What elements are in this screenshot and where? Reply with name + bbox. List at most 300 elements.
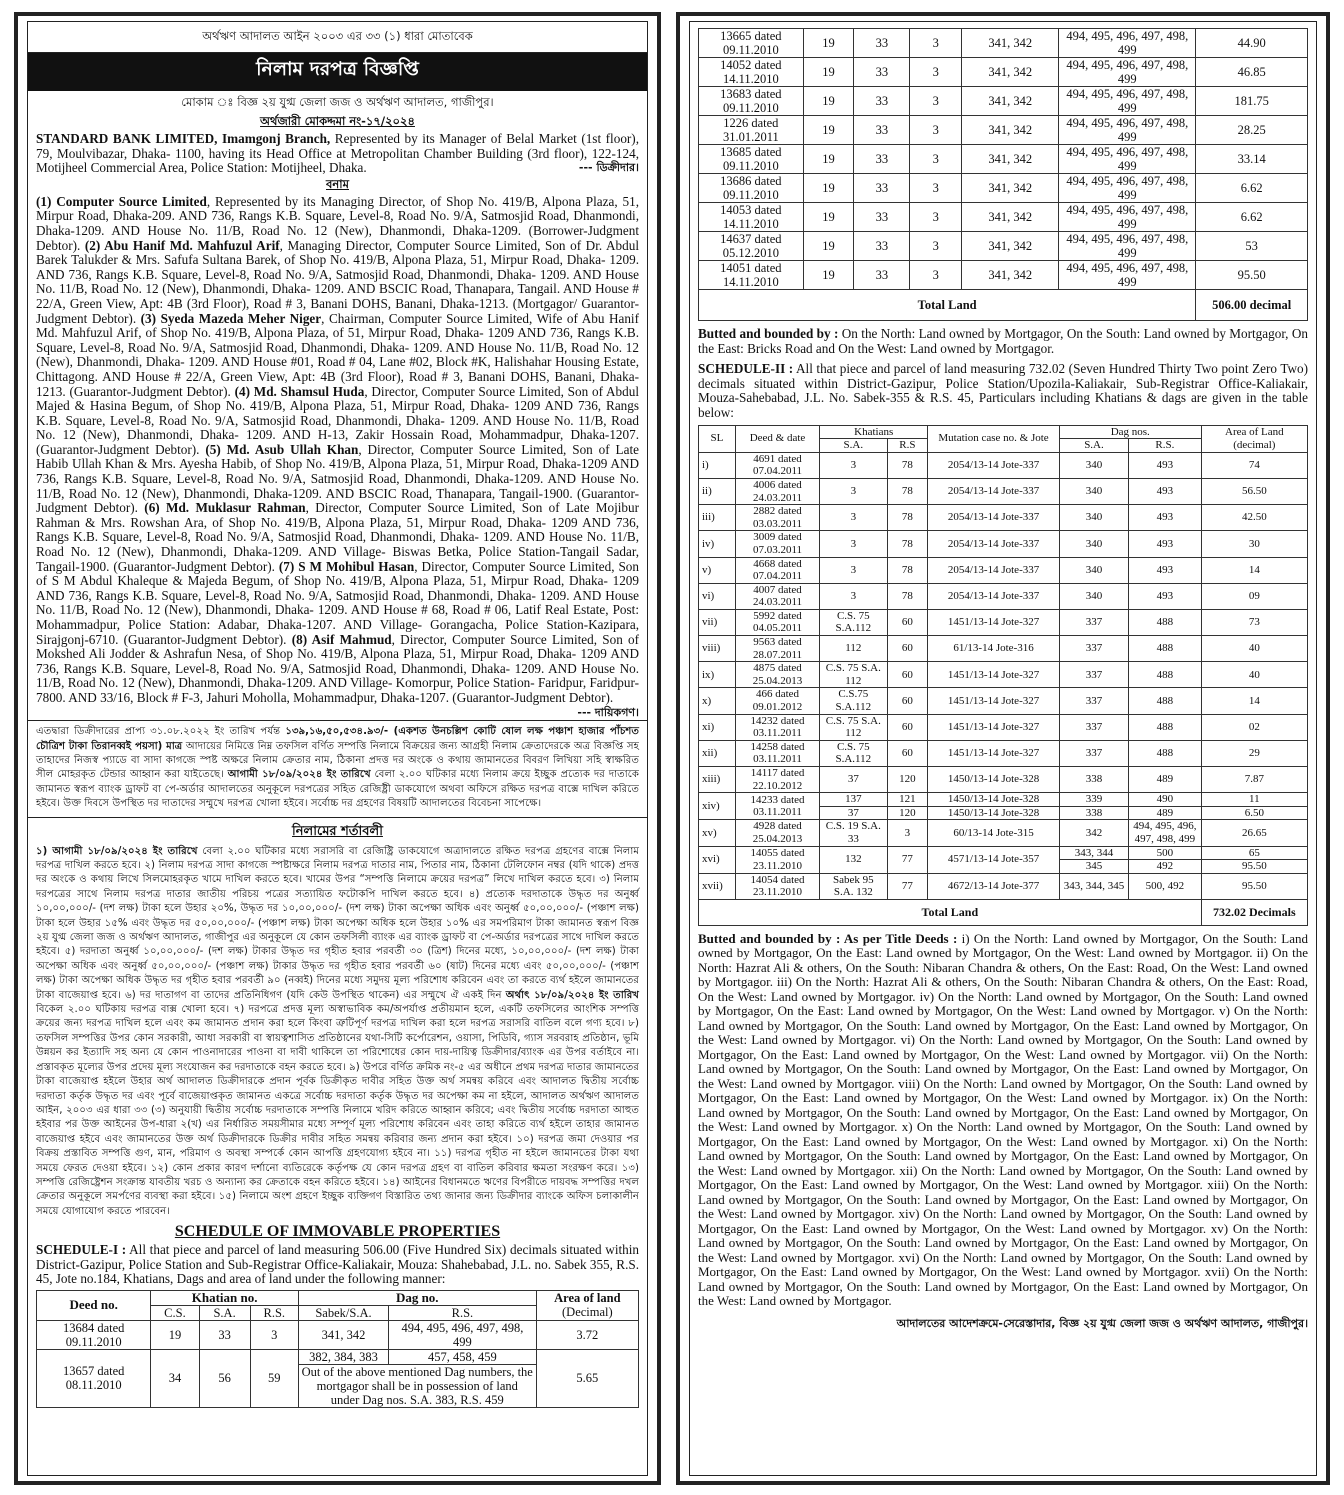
cell-sabek: 341, 342 bbox=[962, 29, 1059, 58]
cell-dag-sa: 340 bbox=[1059, 557, 1128, 583]
cell-deed: 466 dated 09.01.2012 bbox=[735, 688, 819, 714]
cell-area: 11 bbox=[1201, 793, 1307, 807]
table-row bbox=[37, 1349, 639, 1364]
total-label: Total Land bbox=[699, 899, 1202, 925]
col-mutation: Mutation case no. & Jote bbox=[928, 425, 1060, 452]
notice-text: এতদ্বারা ডিক্রীদারের প্রাপ্য ৩১.০৮.২০২২ ইং তারিখ পর্যন্ত bbox=[36, 726, 286, 738]
cell-sa: 33 bbox=[854, 174, 910, 203]
area-unit: (Decimal) bbox=[562, 1305, 613, 1320]
table-row bbox=[699, 873, 1308, 899]
court-order-signature: আদালতের আদেশক্রমে-সেরেস্তাদার, বিজ্ঞ ২য় যুগ্ম জেলা জজ ও অর্থঋণ আদালত, গাজীপুর। bbox=[896, 1316, 1308, 1330]
cell-rs: 121 bbox=[887, 793, 928, 807]
cell-area: 28.25 bbox=[1196, 116, 1308, 145]
cell-sl: xi) bbox=[699, 714, 736, 740]
cell-sl: vii) bbox=[699, 609, 736, 635]
cell-mutation: 2054/13-14 Jote-337 bbox=[928, 531, 1060, 557]
cell-area: 40 bbox=[1201, 662, 1307, 688]
cell-dag-sa: 342 bbox=[1059, 820, 1128, 846]
cell-deed: 14232 dated 03.11.2011 bbox=[735, 714, 819, 740]
cell-sa: C.S. 75 S.A.112 bbox=[820, 609, 887, 635]
cell-dag-rs: 493 bbox=[1129, 583, 1202, 609]
cell-area: 95.50 bbox=[1201, 873, 1307, 899]
col-sabek: Sabek/S.A. bbox=[298, 1305, 388, 1320]
cell-dag-sa: 337 bbox=[1059, 740, 1128, 766]
cell-sa: 56 bbox=[199, 1349, 250, 1407]
table-row bbox=[37, 1320, 639, 1349]
cell-sabek: 341, 342 bbox=[962, 58, 1059, 87]
cell-area: 6.62 bbox=[1196, 203, 1308, 232]
cell-sa: 33 bbox=[854, 261, 910, 290]
cell-cs: 19 bbox=[803, 145, 854, 174]
cell-mutation: 4672/13-14 Jote-377 bbox=[928, 873, 1060, 899]
cell-sa: C.S.75 S.A.112 bbox=[820, 688, 887, 714]
cell-mutation: 1451/13-14 Jote-327 bbox=[928, 609, 1060, 635]
cell-area: 73 bbox=[1201, 609, 1307, 635]
cell-mutation: 2054/13-14 Jote-337 bbox=[928, 583, 1060, 609]
table-row bbox=[699, 793, 1308, 807]
cell-area: 29 bbox=[1201, 740, 1307, 766]
cell-area: 95.50 bbox=[1201, 860, 1307, 874]
col-rs: R.S. bbox=[250, 1305, 298, 1320]
cell-rs: 60 bbox=[887, 740, 928, 766]
cell-sa: 3 bbox=[820, 583, 887, 609]
cell-deed: 14233 dated 03.11.2011 bbox=[735, 793, 819, 820]
schedule-1-text: All that piece and parcel of land measuring 506.00 (Five Hundred Six) decimals situated within District-Gazipur, Police Station and Sub-Registrar Office-Kaliakair, Mouza: Shahebabad, J.L. no. Sabek 355, R.S. 45, Jote no.184, Khatians, Dags and area of land under the following manner: bbox=[36, 1242, 639, 1287]
table-row bbox=[699, 636, 1308, 662]
cell-dag-rs: 494, 495, 496, 497, 498, 499 bbox=[1059, 174, 1196, 203]
cell-rs: 3 bbox=[910, 261, 962, 290]
cell-sa: 33 bbox=[854, 58, 910, 87]
cell-rs: 3 bbox=[910, 116, 962, 145]
schedule-2-text: All that piece and parcel of land measuring 732.02 (Seven Hundred Thirty Two point Zero Two) decimals situated within District-Gazipur, Police Station/Upozila-Kaliakair, Sub-Registrar Office-Kaliakair, Mouza-Sahebabad, J.L. No. Sabek-355 & R.S. 45, Particulars including Khatians & dags are given in the table below: bbox=[698, 361, 1308, 420]
cell-mutation: 61/13-14 Jote-316 bbox=[928, 636, 1060, 662]
cell-cs: 19 bbox=[803, 58, 854, 87]
cell-dag-sa: 339 bbox=[1059, 793, 1128, 807]
cell-sa: 33 bbox=[854, 203, 910, 232]
col-dag-nos: Dag nos. bbox=[1059, 425, 1201, 439]
cell-area: 14 bbox=[1201, 688, 1307, 714]
cell-sa: 3 bbox=[820, 505, 887, 531]
col-dag-rs: R.S. bbox=[1129, 439, 1202, 453]
cell-rs: 77 bbox=[887, 846, 928, 873]
cell-sabek: 341, 342 bbox=[962, 261, 1059, 290]
cell-sl: viii) bbox=[699, 636, 736, 662]
cell-dag-sa: 338 bbox=[1059, 806, 1128, 820]
total-row bbox=[699, 290, 1308, 321]
cell-dag-sa: 345 bbox=[1059, 860, 1128, 874]
cell-rs: 120 bbox=[887, 767, 928, 793]
cell-dag-sa: 337 bbox=[1059, 636, 1128, 662]
col-khatian-rs: R.S bbox=[887, 439, 928, 453]
versus-label: বনাম bbox=[326, 176, 349, 191]
table-row bbox=[699, 87, 1308, 116]
cell-sa: 33 bbox=[854, 29, 910, 58]
table-row bbox=[699, 29, 1308, 58]
col-khatians: Khatians bbox=[820, 425, 928, 439]
cell-deed: 14054 dated 23.11.2010 bbox=[735, 873, 819, 899]
cell-rs: 3 bbox=[910, 29, 962, 58]
schedule-2-table bbox=[698, 425, 1308, 926]
cell-mutation: 60/13-14 Jote-315 bbox=[928, 820, 1060, 846]
right-column-frame bbox=[689, 21, 1317, 1476]
cell-dag-sa: 337 bbox=[1059, 688, 1128, 714]
cell-deed: 13686 dated 09.11.2010 bbox=[699, 174, 804, 203]
cell-sl: xiv) bbox=[699, 793, 736, 820]
cell-sabek: 341, 342 bbox=[962, 116, 1059, 145]
cell-deed: 13685 dated 09.11.2010 bbox=[699, 145, 804, 174]
cell-dag-rs: 494, 495, 496, 497, 498, 499 bbox=[1059, 145, 1196, 174]
table-row bbox=[699, 478, 1308, 504]
cell-dag-rs: 488 bbox=[1129, 740, 1202, 766]
cell-mutation: 2054/13-14 Jote-337 bbox=[928, 478, 1060, 504]
cell-area: 65 bbox=[1201, 846, 1307, 860]
schedule-2-boundaries bbox=[698, 932, 1308, 1309]
cell-sl: v) bbox=[699, 557, 736, 583]
defendant-details: , Director, Computer Source Limited, Son of S M Abdul Khaleque & Majeda Begum, of Shop No. 419/B, Alpona Plaza, 51, Mirpur Road, Dhaka- 1209 AND 736, Rangs K.B. Square, Level-8, Road No. 9/A, Satmosjid Road, Dhanmondi, Dhaka- 1209. AND House No. 11/B, Road No. 12 (New), Dhanmondi, Dhaka- 1209. AND House # 68, Road # 06, Latif Real Estate, Post: Mohammadpur, Police Station: Adabar, Dhaka-1207. AND Village- Gorangacha, Police Station-Kazipara, Sirajgonj-6710. (Guarantor-Judgment Debtor). bbox=[36, 558, 639, 647]
cell-deed: 14117 dated 22.10.2012 bbox=[735, 767, 819, 793]
cell-dag-rs: 494, 495, 496, 497, 498, 499 bbox=[1059, 58, 1196, 87]
col-khatian-sa: S.A. bbox=[820, 439, 887, 453]
table-row bbox=[699, 714, 1308, 740]
cell-sl: x) bbox=[699, 688, 736, 714]
cell-sl: ii) bbox=[699, 478, 736, 504]
cell-dag-rs: 492 bbox=[1129, 860, 1202, 874]
defendant-details: , Director, Computer Source Limited, Son of Abdul Majed & Hasina Begum, of Shop No. 419/B, Alpona Plaza, 51, Mirpur Road, Dhaka- 1209 AND 736, Rangs K.B. Square, Level-8, Road No. 9/A, Satmosjid Road, Dhanmondi, Dhaka- 1209. AND House No. 11/B, Road No. 12 (New), Dhanmondi, Dhaka- 1209. AND H-13, Zakir Hossain Road, Mohammadpur, Dhaka-1207. (Guarantor-Judgment Debtor). bbox=[36, 383, 639, 457]
cell-rs: 78 bbox=[887, 583, 928, 609]
defendant-details: , Chairman, Computer Source Limited, Wife of Abu Hanif Md. Mahfuzul Arif, of Shop No. 419/B, Alpona Plaza, of 51, Mirpur Road, Dhaka- 1209 AND 736, Rangs K.B. Square, Level-8, Road No. 9/A, Satmosjid Road, Dhanmondi, Dhaka- 1209. AND House No. 11/B, Road No. 12 (New), Dhanmondi, Dhaka- 1209. AND House #01, Road # 04, Lane #02, Block #K, Halishahar Housing Estate, Chittagong. AND House # 22/A, Green View, Apt: 4B (3rd Floor), Road # 3, Banani DOHS, Banani, Dhaka-1213. (Guarantor-Judgment Debtor). bbox=[36, 310, 639, 399]
cell-sl: vi) bbox=[699, 583, 736, 609]
defendant-name: (7) S M Mohibul Hasan bbox=[278, 558, 415, 574]
cell-rs: 78 bbox=[887, 505, 928, 531]
cell-deed: 13657 dated 08.11.2010 bbox=[37, 1349, 151, 1407]
defendant-name: (3) Syeda Mazeda Meher Niger bbox=[140, 310, 322, 326]
cell-sl: ix) bbox=[699, 662, 736, 688]
cell-sa: 33 bbox=[199, 1320, 250, 1349]
col-deed: Deed no. bbox=[37, 1290, 151, 1320]
total-value: 732.02 Decimals bbox=[1201, 899, 1307, 925]
boundaries-text: i) On the North: Land owned by Mortgagor, On the South: Land owned by Mortgagor, On the East: Land owned by Mortgagor, On the West: Land owned by Mortgagor. ii) On the North: Hazrat Ali & others, On the South: Nibaran Chandra & others, On the East: Road, On the West: Land owned by Mortgagor. iii) On the North: Hazrat Ali & others, On the South: Nibaran Chandra & others, On the East: Road, On the West: Land owned by Mortgagor. iv) On the North: Land owned by Mortgagor, On the South: Land owned by Mortgagor, On the East: Land owned by Mortgagor, On the West: Land owned by Mortgagor. v) On the North: Land owned by Mortgagor, On the South: Land owned by Mortgagor, On the East: Land owned by Mortgagor, On the West: Land owned by Mortgagor. vi) On the North: Land owned by Mortgagor, On the South: Land owned by Mortgagor, On the East: Land owned by Mortgagor, On the West: Land owned by Mortgagor. vii) On the North: Land owned by Mortgagor, On the South: Land owned by Mortgagor, On the East: Land owned by Mortgagor, On the West: Land owned by Mortgagor. viii) On the North: Land owned by Mortgagor, On the South: Land owned by Mortgagor, On the East: Land owned by Mortgagor, On the West: Land owned by Mortgagor. ix) On the North: Land owned by Mortgagor, On the South: Land owned by Mortgagor, On the East: Land owned by Mortgagor, On the West: Land owned by Mortgagor. x) On the North: Land owned by Mortgagor, On the South: Land owned by Mortgagor, On the East: Land owned by Mortgagor, On the West: Land owned by Mortgagor. xi) On the North: Land owned by Mortgagor, On the South: Land owned by Mortgagor, On the East: Land owned by Mortgagor, On the West: Land owned by Mortgagor. xii) On the North: Land owned by Mortgagor, On the South: Land owned by Mortgagor, On the East: Land owned by Mortgagor, On the West: Land owned by Mortgagor. xiii) On the North: Land owned by Mortgagor, On the South: Land owned by Mortgagor, On the East: Land owned by Mortgagor, On the West: Land owned by Mortgagor. xiv) On the North: Land owned by Mortgagor, On the South: Land owned by Mortgagor, On the East: Land owned by Mortgagor, On the West: Land owned by Mortgagor. xv) On the North: Land owned by Mortgagor, On the South: Land owned by Mortgagor, On the East: Land owned by Mortgagor, On the West: Land owned by Mortgagor. xvi) On the North: Land owned by Mortgagor, On the South: Land owned by Mortgagor, On the East: Land owned by Mortgagor, On the West: Land owned by Mortgagor. xvii) On the North: Land owned by Mortgagor, On the South: Land owned by Mortgagor, On the East: Land owned by Mortgagor, On the West: Land owned by Mortgagor. bbox=[698, 930, 1308, 1309]
table-row bbox=[699, 505, 1308, 531]
cell-rs: 120 bbox=[887, 806, 928, 820]
cell-dag-rs: 494, 495, 496, 497, 498, 499 bbox=[1059, 261, 1196, 290]
cell-area: 56.50 bbox=[1201, 478, 1307, 504]
cell-mutation: 4571/13-14 Jote-357 bbox=[928, 846, 1060, 873]
table-row bbox=[699, 740, 1308, 766]
cell-deed: 4668 dated 07.04.2011 bbox=[735, 557, 819, 583]
total-label: Total Land bbox=[699, 290, 1196, 321]
cell-sa: C.S. 75 S.A.112 bbox=[820, 740, 887, 766]
notice-text: আদায়ের নিমিত্তে নিম্ন তফসিল বর্ণিত সম্পত্তি নিলামে বিক্রয়ের জন্য আগ্রহী নিলাম ক্রেতাদেরকে অত্র বিজ্ঞপ্তি সহ তাহাদের নিজস্ব প্যাডে বা সাদা কাগজে স্পষ্ট অক্ষরে নিলাম ক্রেতার নাম, ঠিকানা প্রদত্ত দর অংকে ও কথায় জামানতের বিবরণ লিখিয়া সহি স্বাক্ষরিত সীল মোহরকৃত টেন্ডার আহ্বান করা যাইতেছে। bbox=[36, 740, 639, 781]
schedule-1-table bbox=[36, 1290, 639, 1408]
cell-cs: 19 bbox=[803, 232, 854, 261]
cell-cs: 19 bbox=[803, 261, 854, 290]
cell-mutation: 2054/13-14 Jote-337 bbox=[928, 557, 1060, 583]
defendants-role: --- দায়িকগণ। bbox=[577, 705, 639, 719]
cell-deed: 13684 dated 09.11.2010 bbox=[37, 1320, 151, 1349]
cell-rs: 60 bbox=[887, 714, 928, 740]
cell-area: 26.65 bbox=[1201, 820, 1307, 846]
cell-rs: 3 bbox=[250, 1320, 298, 1349]
cell-dag-rs: 494, 495, 496, 497, 498, 499 bbox=[1129, 820, 1202, 846]
cell-cs: 19 bbox=[803, 116, 854, 145]
table-row bbox=[699, 609, 1308, 635]
cell-area: 6.50 bbox=[1201, 806, 1307, 820]
cell-dag-sa: 337 bbox=[1059, 609, 1128, 635]
cell-sa: C.S. 75 S.A. 112 bbox=[820, 714, 887, 740]
table-row bbox=[699, 232, 1308, 261]
cell-rs: 78 bbox=[887, 452, 928, 478]
defendant-details: , Represented by its Managing Director, of Shop No. 419/B, Alpona Plaza, 51, Mirpur Road, Dhaka-209. AND 736, Rangs K.B. Square, Level-8, Road No. 9/A, Satmosjid Road, Dhanmondi, Dhaka-1209. AND House No. 11/B, Road No. 12 (New), Dhanmondi, Dhaka-1209. (Borrower-Judgment Debtor). bbox=[36, 193, 639, 253]
cell-deed: 14258 dated 03.11.2011 bbox=[735, 740, 819, 766]
cell-sabek: 341, 342 bbox=[962, 232, 1059, 261]
cell-rs: 3 bbox=[910, 203, 962, 232]
terms-text: বেলা ২.০০ ঘটিকার মধ্যে সরাসরি বা রেজিষ্ট্রি ডাকযোগে অত্রাদালতে রক্ষিত দরপত্র গ্রহণের বাক্সে নিলাম দরপত্র দাখিল করতে হবে। ২) নিলাম দরপত্র সাদা কাগজে স্পষ্টাক্ষরে নিলাম দরপত্র দাতার নাম, পিতার নাম, ঠিকানা টেলিফোন নম্বর (যদি থাকে) প্রদত্ত দর অংকে ও কথায় লিখে সিলমোহরকৃত খামে দাখিল করতে হবে। খামের উপর “সম্পত্তি নিলামে ক্রয়ের দরপত্র” লিখে দাখিল করতে হবে। ৩) নিলাম দরপত্রের সাথে নিলাম দরপত্র দাতার জাতীয় পরিচয় পত্রের সত্যায়িত ফটোকপি দাখিল করতে হবে। ৪) প্রত্যেক দরদাতাকে উদ্ধৃত দর অনুর্ধ্ব ১০,০০,০০০/- (দশ লক্ষ) টাকা হলে উহার ২০%, উদ্ধৃত দর ১০,০০,০০০/- (দশ লক্ষ) টাকা অপেক্ষা অধিক এবং অনুর্ধ্ব ৫০,০০,০০০/- (পঞ্চাশ লক্ষ) টাকা হলে উহার ১৫% এবং উদ্ধৃত দর ৫০,০০,০০০/- (পঞ্চাশ লক্ষ) টাকা অপেক্ষা অধিক হলে উহার ১০% এর সমপরিমাণ টাকা জামানত স্বরূপ বিজ্ঞ ২য় যুগ্ম জেলা জজ ও অর্থঋণ আদালত, গাজীপুর এর অনুকূলে যে কোন তফসিলী ব্যাংক এর ব্যাংক ড্রাফট বা পে-অর্ডার দরপত্রের সাথে দাখিল করতে হইবে। ৫) দরদাতা অনুর্ধ্ব ১০,০০,০০০/- (দশ লক্ষ) টাকার উদ্ধৃত দর গৃহীত হবার পরবর্তী ৩০ (ত্রিশ) দিনের মধ্যে, ১০,০০,০০০/- (দশ লক্ষ) টাকা অপেক্ষা অধিক এবং অনুর্ধ্ব ৫০,০০,০০০/- (পঞ্চাশ লক্ষ) টাকার উদ্ধৃত দর গৃহীত হবার পরবর্তী ৬০ (ষাট) দিনের মধ্যে এবং ৫০,০০,০০০/- (পঞ্চাশ লক্ষ) টাকা অপেক্ষা অধিক উদ্ধৃত দর গৃহীত হবার পরবর্তী ৯০ (নব্বই) দিনের মধ্যে সমুদয় মূল্য পরিশোধ করিবেন এবং তা করতে ব্যর্থ হইলে জামানতের টাকা বাজেয়াপ্ত হবে। ৬) দর দাতাগণ বা তাদের প্রতিনিধিগণ (যদি কেউ উপস্থিত থাকেন) এর সম্মুখে ঐ একই দিন bbox=[36, 845, 639, 1001]
cell-mutation: 1451/13-14 Jote-327 bbox=[928, 740, 1060, 766]
cell-sa: C.S. 75 S.A. 112 bbox=[820, 662, 887, 688]
cell-deed: 4928 dated 25.04.2013 bbox=[735, 820, 819, 846]
cell-sa: 132 bbox=[820, 846, 887, 873]
defendant-name: (5) Md. Asub Ullah Khan bbox=[205, 441, 359, 457]
cell-deed: 14053 dated 14.11.2010 bbox=[699, 203, 804, 232]
auction-notice-paragraph bbox=[36, 725, 639, 811]
schedule-heading: SCHEDULE OF IMMOVABLE PROPERTIES bbox=[174, 1223, 501, 1241]
cell-dag-rs: 457, 458, 459 bbox=[389, 1349, 537, 1364]
cell-area: 7.87 bbox=[1201, 767, 1307, 793]
cell-sl: xvi) bbox=[699, 846, 736, 873]
schedule-1-boundaries bbox=[698, 327, 1308, 356]
cell-mutation: 1450/13-14 Jote-328 bbox=[928, 806, 1060, 820]
cell-deed: 14051 dated 14.11.2010 bbox=[699, 261, 804, 290]
terms-paragraph bbox=[36, 845, 639, 1220]
cell-sa: 37 bbox=[820, 767, 887, 793]
cell-dag-sa: 340 bbox=[1059, 505, 1128, 531]
cell-deed: 1226 dated 31.01.2011 bbox=[699, 116, 804, 145]
cell-deed: 4007 dated 24.03.2011 bbox=[735, 583, 819, 609]
cell-area: 09 bbox=[1201, 583, 1307, 609]
defendant-name: (2) Abu Hanif Md. Mahfuzul Arif bbox=[84, 237, 280, 253]
boundaries-text: On the North: Land owned by Mortgagor, On the South: Land owned by Mortgagor, On the East: Bricks Road and On the West: Land owned by Mortgagor. bbox=[698, 326, 1308, 356]
cell-dag-rs: 488 bbox=[1129, 609, 1202, 635]
cell-sa: Sabek 95 S.A. 132 bbox=[820, 873, 887, 899]
table-row bbox=[699, 145, 1308, 174]
cell-area: 5.65 bbox=[536, 1349, 638, 1407]
table-row bbox=[699, 261, 1308, 290]
cell-dag-rs: 493 bbox=[1129, 557, 1202, 583]
cell-dag-sa: 337 bbox=[1059, 714, 1128, 740]
cell-sl: iii) bbox=[699, 505, 736, 531]
cell-rs: 3 bbox=[887, 820, 928, 846]
cell-area: 74 bbox=[1201, 452, 1307, 478]
cell-rs: 3 bbox=[910, 58, 962, 87]
cell-rs: 60 bbox=[887, 688, 928, 714]
cell-dag-rs: 494, 495, 496, 497, 498, 499 bbox=[389, 1320, 537, 1349]
table-row bbox=[699, 767, 1308, 793]
defendant-details: , Director, Computer Source Limited, Son of Late Habib Ullah Khan & Mrs. Ayesha Habib, of Shop No. 419/B, Alpona Plaza, 51, Mirpur Road, Dhaka-1209 AND 736, Rangs K.B. Square, Level-8, Road No. 9/A, Satmosjid Road, Dhanmondi, Dhaka-1209. AND House No. 11/B, Road No. 12 (New), Dhanmondi, Dhaka-1209. AND BSCIC Road, Thanapara, Tangail-1900. (Guarantor-Judgment Debtor). bbox=[36, 441, 639, 516]
cell-mutation: 1451/13-14 Jote-327 bbox=[928, 662, 1060, 688]
cell-sl: xiii) bbox=[699, 767, 736, 793]
cell-sabek: 382, 384, 383 bbox=[298, 1349, 388, 1364]
boundaries-label: Butted and bounded by : As per Title Deeds : bbox=[698, 930, 958, 946]
divider bbox=[28, 817, 647, 818]
cell-dag-sa: 340 bbox=[1059, 531, 1128, 557]
table-row bbox=[699, 662, 1308, 688]
cell-rs: 77 bbox=[887, 873, 928, 899]
divider bbox=[28, 720, 647, 721]
cell-rs: 78 bbox=[887, 478, 928, 504]
cell-rs: 3 bbox=[910, 174, 962, 203]
cell-sabek: 341, 342 bbox=[962, 203, 1059, 232]
cell-area: 42.50 bbox=[1201, 505, 1307, 531]
cell-dag-rs: 488 bbox=[1129, 636, 1202, 662]
cell-area: 40 bbox=[1201, 636, 1307, 662]
cell-area: 3.72 bbox=[536, 1320, 638, 1349]
cell-dag-sa: 338 bbox=[1059, 767, 1128, 793]
cell-rs: 3 bbox=[910, 232, 962, 261]
cell-sabek: 341, 342 bbox=[962, 174, 1059, 203]
cell-rs: 78 bbox=[887, 557, 928, 583]
cell-deed: 4691 dated 07.04.2011 bbox=[735, 452, 819, 478]
col-dag: Dag no. bbox=[298, 1290, 536, 1305]
cell-sabek: 341, 342 bbox=[298, 1320, 388, 1349]
cell-mutation: 1450/13-14 Jote-328 bbox=[928, 793, 1060, 807]
cell-dag-rs: 494, 495, 496, 497, 498, 499 bbox=[1059, 87, 1196, 116]
cell-rs: 60 bbox=[887, 609, 928, 635]
cell-dag-rs: 493 bbox=[1129, 452, 1202, 478]
boundaries-label: Butted and bounded by : bbox=[698, 326, 839, 341]
plaintiff-name: STANDARD BANK LIMITED, Imamgonj Branch, bbox=[36, 131, 331, 146]
cell-mutation: 1450/13-14 Jote-328 bbox=[928, 767, 1060, 793]
plaintiff-block bbox=[36, 132, 639, 176]
cell-cs: 19 bbox=[803, 174, 854, 203]
total-row bbox=[699, 899, 1308, 925]
cell-sabek: 341, 342 bbox=[962, 145, 1059, 174]
defendants-block bbox=[36, 193, 640, 719]
cell-area: 6.62 bbox=[1196, 174, 1308, 203]
total-value: 506.00 decimal bbox=[1196, 290, 1308, 321]
cell-rs: 78 bbox=[887, 531, 928, 557]
tender-date: আগামী ১৮/০৯/২০২৪ ইং তারিখে bbox=[227, 769, 371, 781]
claim-amount: ১৩৯,১৬,৫০,৫৩৪.৯৩/- (একশত উনচল্লিশ কোটি ষোল লক্ষ পঞ্চাশ হাজার পাঁচশত চৌত্রিশ টাকা তিরানব্বই পয়সা) মাত্র bbox=[36, 726, 640, 752]
table-row bbox=[699, 688, 1308, 714]
cell-dag-sa: 337 bbox=[1059, 662, 1128, 688]
cell-mutation: 1451/13-14 Jote-327 bbox=[928, 714, 1060, 740]
cell-sabek: 341, 342 bbox=[962, 87, 1059, 116]
cell-area: 02 bbox=[1201, 714, 1307, 740]
schedule-2-description bbox=[698, 362, 1308, 420]
cell-dag-sa: 340 bbox=[1059, 583, 1128, 609]
col-cs: C.S. bbox=[151, 1305, 199, 1320]
cell-deed: 14055 dated 23.11.2010 bbox=[735, 846, 819, 873]
cell-dag-rs: 493 bbox=[1129, 505, 1202, 531]
cell-dag-sa: 340 bbox=[1059, 478, 1128, 504]
cell-area: 46.85 bbox=[1196, 58, 1308, 87]
cell-sl: iv) bbox=[699, 531, 736, 557]
cell-deed: 3009 dated 07.03.2011 bbox=[735, 531, 819, 557]
cell-mutation: 2054/13-14 Jote-337 bbox=[928, 452, 1060, 478]
cell-sa: 33 bbox=[854, 87, 910, 116]
cell-area: 95.50 bbox=[1196, 261, 1308, 290]
defendant-details: , Managing Director, Computer Source Limited, Son of Dr. Abdul Barek Talukder & Mrs. Safufa Sultana Barek, of Shop No. 419/B, Alpona Plaza, 51, Mirpur Road, Dhaka- 1209. AND 736, Rangs K.B. Square, Level-8, Road No. 9/A, Satmosjid Road, Dhanmondi, Dhaka- 1209. AND House No. 11/B, Road No. 12 (New), Dhanmondi, Dhaka- 1209. AND BSCIC Road, Thanapara, Tangail. AND House # 22/A, Green View, Apt: 4B (3rd Floor), Road # 3, Banani DOHS, Banani, Dhaka-1213. (Mortgagor/ Guarantor-Judgment Debtor). bbox=[36, 237, 639, 326]
defendant-name: (1) Computer Source Limited bbox=[36, 193, 207, 209]
schedule-1-description bbox=[36, 1243, 639, 1287]
cell-sl: xvii) bbox=[699, 873, 736, 899]
cell-dag-rs: 488 bbox=[1129, 714, 1202, 740]
table-row bbox=[699, 58, 1308, 87]
plaintiff-role: --- ডিক্রীদার। bbox=[578, 161, 639, 175]
cell-sl: xii) bbox=[699, 740, 736, 766]
cell-deed: 13665 dated 09.11.2010 bbox=[699, 29, 804, 58]
cell-rs: 59 bbox=[250, 1349, 298, 1407]
col-khatian: Khatian no. bbox=[151, 1290, 298, 1305]
cell-rs: 3 bbox=[910, 145, 962, 174]
cell-cs: 19 bbox=[803, 29, 854, 58]
cell-cs: 19 bbox=[803, 87, 854, 116]
cell-area: 14 bbox=[1201, 557, 1307, 583]
cell-dag-rs: 490 bbox=[1129, 793, 1202, 807]
act-reference-line: অর্থঋণ আদালত আইন ২০০৩ এর ৩৩ (১) ধারা মোতাবেক bbox=[28, 22, 647, 53]
terms-heading: নিলামের শর্তাবলী bbox=[292, 823, 383, 839]
right-column bbox=[676, 12, 1330, 1485]
cell-cs: 34 bbox=[151, 1349, 199, 1407]
cell-sa: C.S. 19 S.A. 33 bbox=[820, 820, 887, 846]
cell-dag-rs: 493 bbox=[1129, 478, 1202, 504]
cell-sl: i) bbox=[699, 452, 736, 478]
cell-sa: 3 bbox=[820, 557, 887, 583]
cell-dag-rs: 493 bbox=[1129, 531, 1202, 557]
cell-deed: 14052 dated 14.11.2010 bbox=[699, 58, 804, 87]
cell-dag-rs: 494, 495, 496, 497, 498, 499 bbox=[1059, 232, 1196, 261]
cell-mutation: 1451/13-14 Jote-327 bbox=[928, 688, 1060, 714]
cell-dag-rs: 500 bbox=[1129, 846, 1202, 860]
cell-dag-rs: 488 bbox=[1129, 662, 1202, 688]
cell-deed: 9563 dated 28.07.2011 bbox=[735, 636, 819, 662]
terms-date: অর্থাৎ ১৮/০৯/২০২৪ ইং তারিখ bbox=[505, 989, 639, 1001]
col-area: Area of Land (decimal) bbox=[1201, 425, 1307, 452]
cell-deed: 14637 dated 05.12.2010 bbox=[699, 232, 804, 261]
col-sl: SL bbox=[699, 425, 736, 452]
cell-area: 181.75 bbox=[1196, 87, 1308, 116]
cell-dag-sa: 343, 344, 345 bbox=[1059, 873, 1128, 899]
schedule-1-table-continued bbox=[698, 28, 1308, 321]
left-column-frame bbox=[27, 21, 648, 1476]
cell-dag-sa: 340 bbox=[1059, 452, 1128, 478]
table-row bbox=[699, 116, 1308, 145]
cell-possession-note: Out of the above mentioned Dag numbers, the mortgagor shall be in possession of land under Dag nos. S.A. 383, R.S. 459 bbox=[298, 1364, 536, 1407]
table-row bbox=[699, 557, 1308, 583]
cell-sa: 3 bbox=[820, 478, 887, 504]
cell-sa: 112 bbox=[820, 636, 887, 662]
terms-text: বিকেল ২.০০ ঘটিকায় দরপত্র বাক্স খোলা হবে। ৭) দরপত্রে প্রদত্ত মূল্য অস্বাভাবিক কম/অপর্যাপ্ত প্রতীয়মান হলে, একটি তফসিলের আংশিক সম্পত্তি ক্রয়ের জন্য দরপত্র দাখিল হলে এবং কম জামানত প্রদান করা হলে কিংবা ত্রুটিপূর্ণ দরপত্র দাখিল করা হলে দরপত্র সরাসরি বাতিল বলে গণ্য হবে। ৮) তফসিল সম্পত্তির উপর কোন সরকারী, আধা সরকারী বা স্বায়ত্বশাসিত প্রতিষ্ঠানের যথা-সিটি কর্পোরেশন, ওয়াসা, পিডিবি, গ্যাস সরবরাহ প্রতিষ্ঠান, ভূমি উন্নয়ন কর ইত্যাদি সহ অন্য যে কোন পাওনাদারের পাওনা বা দাবী থাকিলে তা পরিশোধের কোন দায়-দায়িত্ব ডিক্রীদার/ব্যাংক এর উপর বর্তাইবে না। প্রস্তাবকৃত মূল্যের উপর প্রদেয় মূল্য সংযোজন কর দরদাতাকে বহন করতে হবে। ৯) উপরে বর্ণিত ক্রমিক নং-৫ এর অধীনে প্রথম দরপত্র দাতার জামানতের টাকা বাজেয়াপ্ত হইলে উহার অর্থ আদালত ডিক্রীদারকে প্রদান পূর্বক ডিক্রীকৃত দাবীর সহিত উক্ত অর্থ সমন্বয় করিবে এবং আদালত দ্বিতীয় সর্বোচ্চ দরদাতা কর্তৃক উদ্ধৃত দর এবং পূর্বে বাজেয়াপ্তকৃত জামানত একত্রে সর্বোচ্চ দরদাতা কর্তৃক উদ্ধৃত দর অপেক্ষা কম না হইলে, আদালত অর্থঋণ আদালত আইন, ২০০৩ এর ধারা ৩৩ (৩) অনুযায়ী দ্বিতীয় সর্বোচ্চ দরদাতাকে সম্পত্তি নিলামে খরিদ করিতে আহ্বান করিবে; এবং দ্বিতীয় সর্বোচ্চ দরদাতা আহুত হইবার পর উক্ত আইনের উপ-ধারা ২(খ) এর নির্ধারিত সময়সীমার মধ্যে সম্পূর্ণ মূল্য পরিশোধ করিবেন এবং তাহা করিতে ব্যর্থ হইলে তাহার জামানত বাজেয়াপ্ত হইবে এবং জামানতের উক্ত অর্থ ডিক্রীদারকে ডিক্রীর দাবীর সহিত সমন্বয় করিবার জন্য প্রদান করা হইবে। ১০) দরপত্র জমা দেওয়ার পর বিক্রয় প্রস্তাবিত সম্পত্তি গুণ, মান, পরিমাণ ও অবস্থা সম্পর্কে কোন আপত্তি গ্রহণযোগ্য হইবে না। ১১) দরপত্র গৃহীত না হইলে জামানতের টাকা যথা সময়ে ফেরত দেওয়া হইবে। ১২) কোন প্রকার কারণ দর্শানো ব্যতিরেকে কর্তৃপক্ষ যে কোন দরপত্র গ্রহণ বা বাতিল করিবার ক্ষমতা সংরক্ষণ করে। ১৩) সম্পত্তি রেজিষ্ট্রেশন সংক্রান্ত যাবতীয় খরচ ও অন্যান্য কর ক্রেতাকে বহন করিতে হইবে। ১৪) আইনের বিধানমতে ঋণের বিপরীতে দায়বদ্ধ সম্পত্তির দখল ক্রেতার অনুকূলে সমর্পণের ব্যবস্থা করা হইবে। ১৫) নিলামে অংশ গ্রহণে ইচ্ছুক ব্যক্তিগণ বিস্তারিত তথ্য জানার জন্য ডিক্রীদার ব্যাংকে অফিস চলাকালীন সময়ে যোগাযোগ করতে পারবেন। bbox=[36, 1004, 639, 1217]
table-row bbox=[699, 846, 1308, 860]
cell-sa: 33 bbox=[854, 232, 910, 261]
area-label: Area of land bbox=[554, 1291, 621, 1306]
cell-dag-rs: 489 bbox=[1129, 767, 1202, 793]
cell-rs: 3 bbox=[910, 87, 962, 116]
cell-area: 53 bbox=[1196, 232, 1308, 261]
notice-text: বেলা ২.০০ ঘটিকার মধ্যে নিলাম ক্রয়ে ইচ্ছুক প্রত্যেক দর দাতাকে জামানত স্বরূপ ব্যাংক ড্রাফট বা পে-অর্ডার আদালতের অনুকূলে দরপত্রের সহিত রেজিষ্ট্রী ডাকযোগে অথবা অফিসে রক্ষিত দরপত্র বাক্সে দাখিল করিতে হইবে। উক্ত দিবসে উপস্থিত দর দাতাদের সম্মুখে দরপত্র খোলা হইবে। সর্বোচ্চ দর গ্রহণের বিষয়টি আদালতের বিবেচনা সাপেক্ষে। bbox=[36, 769, 639, 810]
defendant-name: (8) Asif Mahmud bbox=[291, 631, 392, 647]
cell-dag-rs: 494, 495, 496, 497, 498, 499 bbox=[1059, 203, 1196, 232]
schedule-2-label: SCHEDULE-II : bbox=[698, 361, 794, 377]
cell-rs: 60 bbox=[887, 662, 928, 688]
table-row bbox=[699, 583, 1308, 609]
cell-deed: 13683 dated 09.11.2010 bbox=[699, 87, 804, 116]
table-row bbox=[699, 203, 1308, 232]
cell-sa: 3 bbox=[820, 531, 887, 557]
cell-deed: 2882 dated 03.03.2011 bbox=[735, 505, 819, 531]
table-row bbox=[699, 452, 1308, 478]
cell-dag-rs: 494, 495, 496, 497, 498, 499 bbox=[1059, 29, 1196, 58]
